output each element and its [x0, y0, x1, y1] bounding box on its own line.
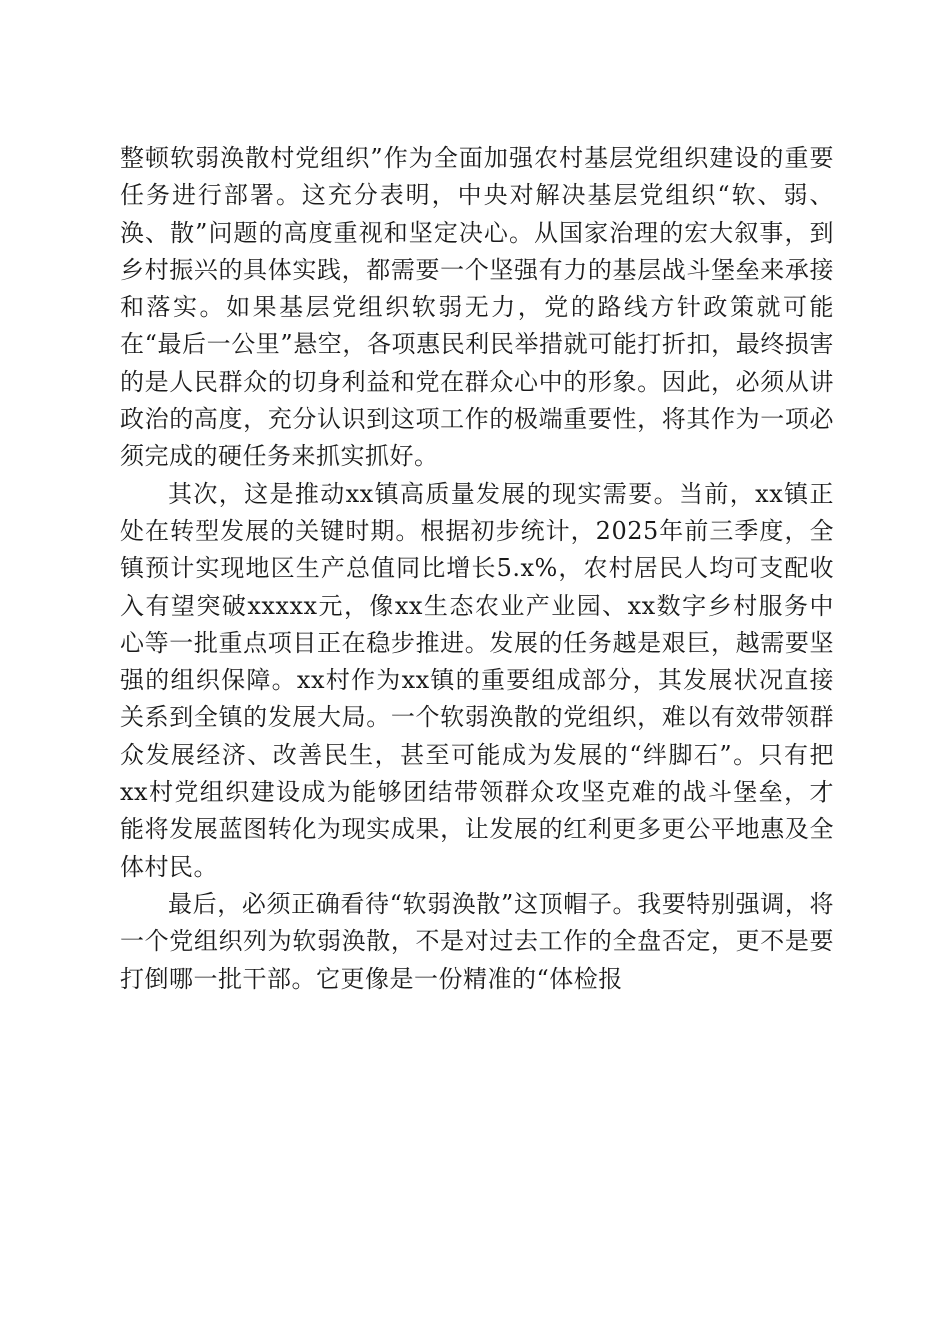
- document-body: [120, 140, 834, 998]
- paragraph-development-need: 其次，这是推动xx镇高质量发展的现实需要。当前，xx镇正处在转型发展的关键时期。根据初步统计，2025年前三季度，全镇预计实现地区生产总值同比增长5.x%，农村居民人均可支配收入有望突破xxxxx元，像xx生态农业产业园、xx数字乡村服务中心等一批重点项目正在稳步推进。发展的任务越是艰巨，越需要坚强的组织保障。xx村作为xx镇的重要组成部分，其发展状况直接关系到全镇的发展大局。一个软弱涣散的党组织，难以有效带领群众发展经济、改善民生，甚至可能成为发展的“绊脚石”。只有把xx村党组织建设成为能够团结带领群众攻坚克难的战斗堡垒，才能将发展蓝图转化为现实成果，让发展的红利更多更公平地惠及全体村民。: [120, 479, 834, 881]
- paragraph-importance: 整顿软弱涣散村党组织”作为全面加强农村基层党组织建设的重要任务进行部署。这充分表明，中央对解决基层党组织“软、弱、涣、散”问题的高度重视和坚定决心。从国家治理的宏大叙事，到乡村振兴的具体实践，都需要一个坚强有力的基层战斗堡垒来承接和落实。如果基层党组织软弱无力，党的路线方针政策就可能在“最后一公里”悬空，各项惠民利民举措就可能打折扣，最终损害的是人民群众的切身利益和党在群众心中的形象。因此，必须从讲政治的高度，充分认识到这项工作的极端重要性，将其作为一项必须完成的硬任务来抓实抓好。: [120, 144, 834, 471]
- paragraph-correct-view: 最后，必须正确看待“软弱涣散”这顶帽子。我要特别强调，将一个党组织列为软弱涣散，不是对过去工作的全盘否定，更不是要打倒哪一批干部。它更像是一份精准的“体检报: [120, 889, 834, 993]
